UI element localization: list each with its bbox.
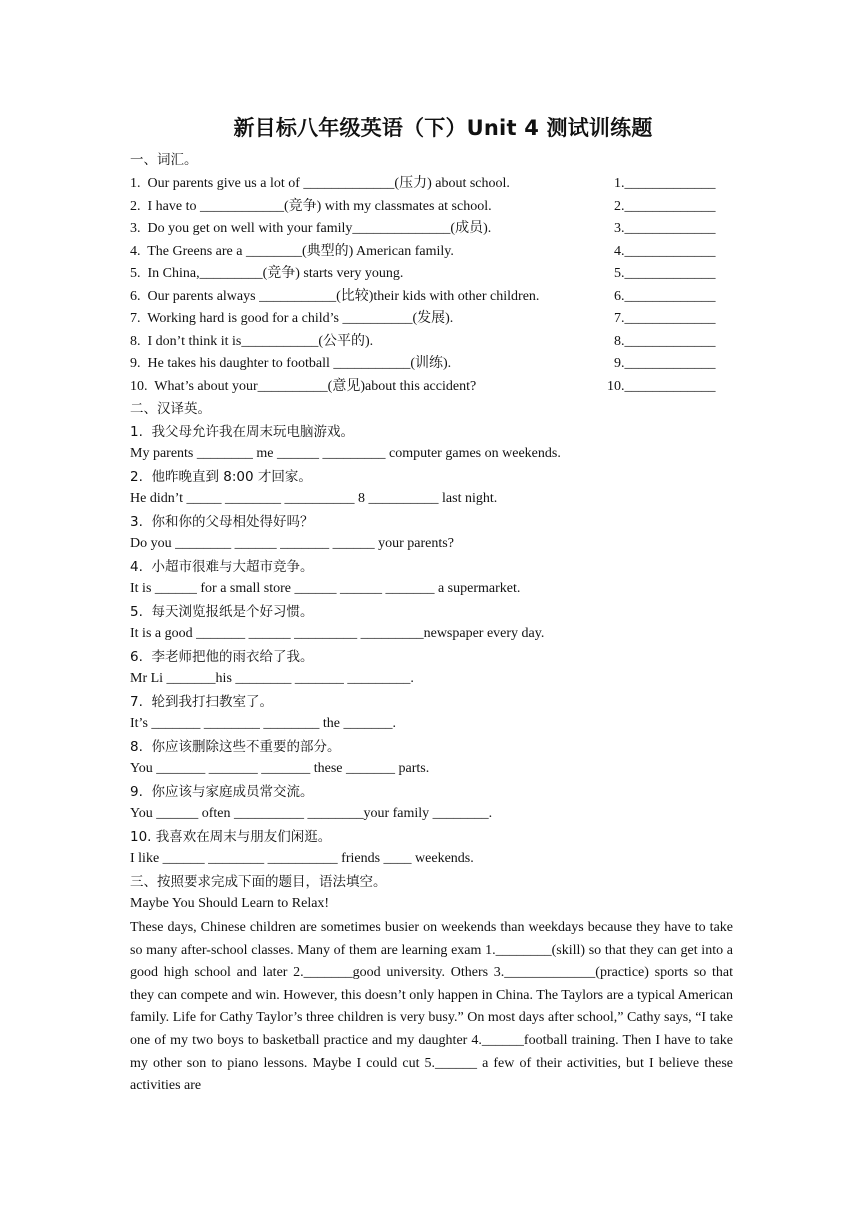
vocab-answer-blank: 3._____________ <box>614 221 716 236</box>
passage-title: Maybe You Should Learn to Relax! <box>130 896 330 911</box>
vocab-question: 9. He takes his daughter to football ___________(训练). <box>130 356 452 371</box>
translation-english: It is ______ for a small store ______ ______ _______ a supermarket. <box>130 581 521 596</box>
vocab-answer-blank: 2._____________ <box>614 198 716 214</box>
translation-chinese: 5. 每天浏览报纸是个好习惯。 <box>130 604 314 620</box>
vocab-question: 1. Our parents give us a lot of _____________(压力) about school. <box>130 176 510 191</box>
vocab-answer-blank: 10._____________ <box>607 378 716 394</box>
vocab-answer-blank: 8._____________ <box>614 333 716 349</box>
translation-chinese: 1. 我父母允许我在周末玩电脑游戏。 <box>130 424 354 440</box>
translation-chinese: 7. 轮到我打扫教室了。 <box>130 694 273 710</box>
translation-chinese: 10. 我喜欢在周末与朋友们闲逛。 <box>130 829 332 845</box>
vocab-question: 4. The Greens are a ________(典型的) American family. <box>130 243 454 259</box>
section2-heading: 二、汉译英。 <box>130 401 211 417</box>
vocab-answer-blank: 1._____________ <box>614 176 716 191</box>
translation-chinese: 6. 李老师把他的雨衣给了我。 <box>130 649 314 665</box>
translation-english: You ______ often __________ ________your family ________. <box>130 806 493 821</box>
document-title: 新目标八年级英语（下）Unit 4 测试训练题 <box>233 116 653 140</box>
translation-english: My parents ________ me ______ _________ computer games on weekends. <box>130 446 561 461</box>
vocab-answer-blank: 6._____________ <box>614 288 716 304</box>
section3-heading: 三、按照要求完成下面的题目，语法填空。 <box>130 874 387 890</box>
translation-english: Do you ________ ______ _______ ______ your parents? <box>130 536 454 551</box>
translation-english: It is a good _______ ______ _________ _________newspaper every day. <box>130 626 545 641</box>
vocab-question: 5. In China,_________(竞争) starts very young. <box>130 266 404 281</box>
translation-chinese: 8. 你应该删除这些不重要的部分。 <box>130 739 341 755</box>
translation-chinese: 2. 他昨晚直到 8:00 才回家。 <box>130 469 312 485</box>
vocab-question: 10. What’s about your__________(意见)about this accident? <box>130 378 477 394</box>
vocab-question: 7. Working hard is good for a child’s __________(发展). <box>130 311 454 326</box>
section1-heading: 一、词汇。 <box>130 152 198 168</box>
translation-english: You _______ _______ _______ these _______ parts. <box>130 761 430 776</box>
translation-english: Mr Li _______his ________ _______ _________. <box>130 671 414 686</box>
translation-english: It’s _______ ________ ________ the _______. <box>130 716 396 731</box>
vocab-question: 6. Our parents always ___________(比较)their kids with other children. <box>130 288 540 304</box>
translation-english: He didn’t _____ ________ __________ 8 __________ last night. <box>130 491 498 506</box>
vocab-answer-blank: 9._____________ <box>614 356 716 371</box>
translation-chinese: 3. 你和你的父母相处得好吗？ <box>130 514 314 530</box>
translation-chinese: 4. 小超市很难与大超市竞争。 <box>130 559 314 575</box>
translation-chinese: 9. 你应该与家庭成员常交流。 <box>130 784 314 800</box>
vocab-answer-blank: 4._____________ <box>614 243 716 259</box>
vocab-question: 8. I don’t think it is___________(公平的). <box>130 333 374 349</box>
vocab-question: 2. I have to ____________(竞争) with my classmates at school. <box>130 198 492 214</box>
passage-text: These days, Chinese children are sometimes busier on weekends than weekdays because they have to take so many after-school classes. Many of them are learning exam 1.________(skill) so that they can get into a good high school and later 2._______good university. Others 3._____________(practice) sports so that they can compete and win. However, this doesn’t only happen in China. The Taylors are a typical American family. Life for Cathy Taylor’s three children is very busy.” On most days after school,” Cathy says, “I take one of my two boys to basketball practice and my daughter 4.______football training. Then I have to take my other son to piano lessons. Maybe I could cut 5.______ a few of their activities, but I believe these activities are <box>130 920 733 1094</box>
vocab-answer-blank: 5._____________ <box>614 266 716 281</box>
translation-english: I like ______ ________ __________ friends ____ weekends. <box>130 851 474 866</box>
vocab-question: 3. Do you get on well with your family______________(成员). <box>130 221 492 236</box>
vocab-answer-blank: 7._____________ <box>614 311 716 326</box>
